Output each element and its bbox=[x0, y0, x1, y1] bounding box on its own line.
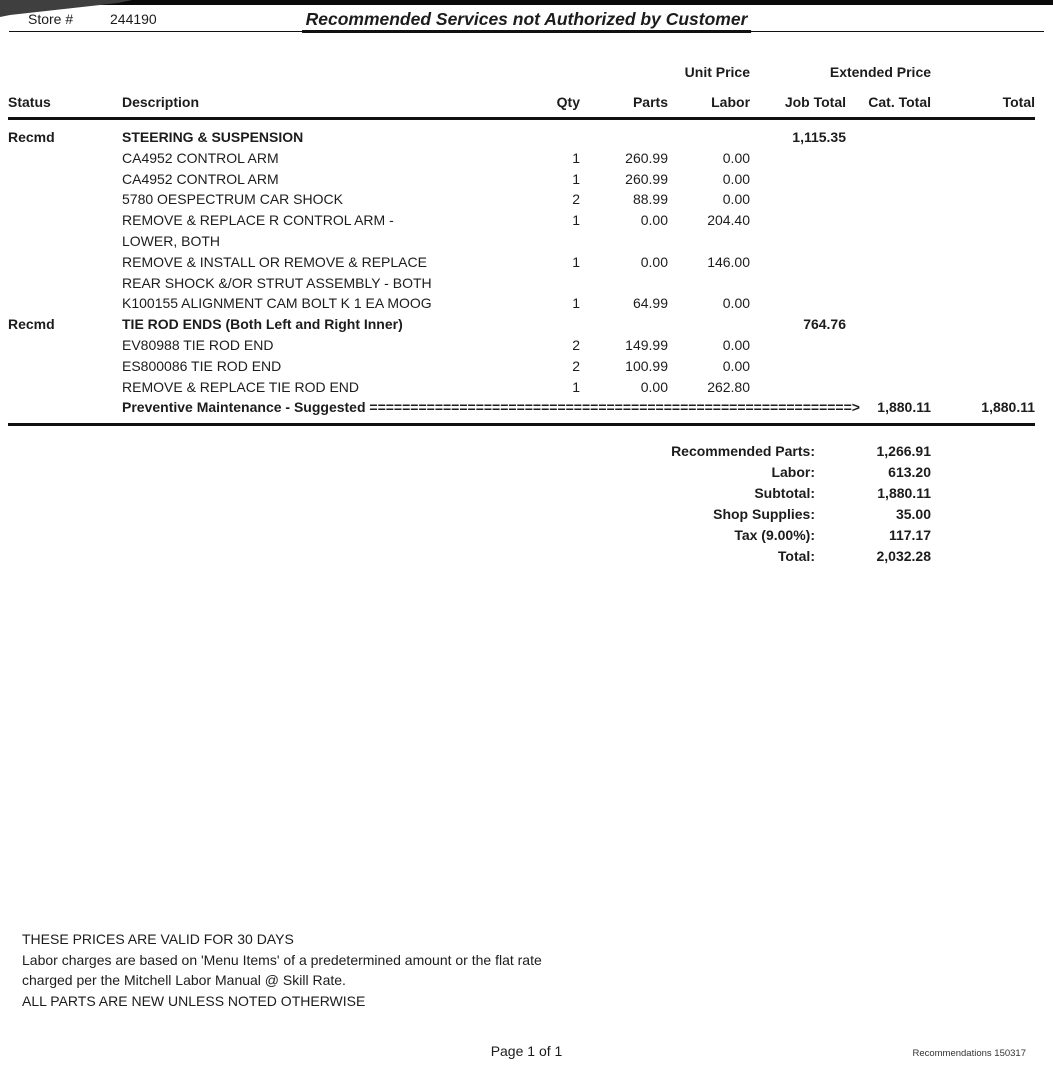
description-line: TIE ROD ENDS (Both Left and Right Inner) bbox=[122, 316, 403, 333]
description-cell bbox=[122, 119, 512, 148]
labor-cell: 146.00 bbox=[707, 253, 751, 270]
totals-value: 613.20 bbox=[888, 464, 931, 481]
description-line: CA4952 CONTROL ARM bbox=[122, 149, 279, 166]
totals-row bbox=[8, 483, 931, 504]
status-cell: Recmd bbox=[8, 129, 55, 145]
total-cell bbox=[931, 335, 1035, 356]
status-cell bbox=[8, 397, 122, 424]
parts-cell: 0.00 bbox=[640, 212, 668, 229]
column-header-parts: Parts bbox=[632, 94, 668, 110]
description-line: EV80988 TIE ROD END bbox=[122, 336, 274, 353]
column-header-cat-total: Cat. Total bbox=[868, 94, 932, 110]
terms-line: ALL PARTS ARE NEW UNLESS NOTED OTHERWISE bbox=[22, 993, 366, 1010]
labor-cell: 204.40 bbox=[707, 212, 751, 229]
table-row bbox=[8, 119, 1035, 148]
column-header-description: Description bbox=[122, 94, 200, 110]
cat-total-cell bbox=[846, 148, 931, 169]
store-number-value: 244190 bbox=[110, 11, 157, 27]
parts-cell: 88.99 bbox=[632, 191, 668, 208]
column-header-total: Total bbox=[1002, 94, 1036, 110]
table-row bbox=[8, 148, 1035, 169]
labor-cell: 262.80 bbox=[707, 378, 751, 395]
store-number-label: Store # bbox=[28, 11, 74, 27]
job-total-cell bbox=[750, 377, 846, 398]
cat-total-cell bbox=[846, 169, 931, 190]
totals-value: 35.00 bbox=[895, 506, 931, 523]
cat-total-cell: 1,880.11 bbox=[877, 399, 932, 416]
description-cell bbox=[122, 335, 512, 356]
job-total-cell bbox=[750, 356, 846, 377]
cat-total-cell bbox=[846, 119, 931, 148]
totals-row bbox=[8, 546, 931, 567]
column-header-labor: Labor bbox=[711, 94, 751, 110]
job-total-cell bbox=[750, 210, 846, 252]
document-header bbox=[9, 0, 1044, 32]
cat-total-cell bbox=[846, 293, 931, 314]
parts-cell: 64.99 bbox=[632, 295, 668, 312]
description-line: REAR SHOCK &/OR STRUT ASSEMBLY - BOTH bbox=[122, 274, 432, 291]
labor-cell: 0.00 bbox=[722, 170, 751, 187]
qty-cell: 1 bbox=[572, 295, 580, 312]
description-cell bbox=[122, 189, 512, 210]
description-line: CA4952 CONTROL ARM bbox=[122, 170, 279, 187]
totals-label: Recommended Parts: bbox=[671, 443, 815, 460]
total-cell bbox=[931, 119, 1035, 148]
totals-value: 1,266.91 bbox=[876, 443, 931, 460]
unit-price-group-header: Unit Price bbox=[684, 64, 751, 80]
qty-cell: 1 bbox=[572, 149, 580, 166]
labor-cell: 0.00 bbox=[722, 295, 751, 312]
qty-cell: 1 bbox=[572, 212, 580, 229]
group-header-row bbox=[8, 58, 1035, 80]
labor-cell: 0.00 bbox=[722, 149, 751, 166]
table-row bbox=[8, 314, 1035, 335]
status-cell bbox=[8, 169, 122, 190]
report-reference: Recommendations 150317 bbox=[912, 1048, 1026, 1059]
status-cell: Recmd bbox=[8, 316, 55, 333]
qty-cell: 1 bbox=[572, 378, 580, 395]
total-cell bbox=[931, 293, 1035, 314]
description-cell bbox=[122, 169, 512, 190]
parts-cell: 0.00 bbox=[640, 378, 668, 395]
job-total-cell: 1,115.35 bbox=[792, 129, 847, 145]
description-line: REMOVE & REPLACE R CONTROL ARM - bbox=[122, 212, 394, 229]
cat-total-cell bbox=[846, 314, 931, 335]
totals-value: 2,032.28 bbox=[876, 548, 931, 565]
table-row bbox=[8, 377, 1035, 398]
parts-cell: 100.99 bbox=[625, 357, 668, 374]
job-total-cell: 764.76 bbox=[803, 316, 847, 333]
job-total-cell bbox=[750, 169, 846, 190]
totals-label: Labor: bbox=[771, 464, 815, 481]
description-cell bbox=[122, 293, 512, 314]
total-cell bbox=[931, 377, 1035, 398]
terms-line: Labor charges are based on 'Menu Items' of a predetermined amount or the flat rate bbox=[22, 951, 542, 968]
qty-cell: 1 bbox=[572, 253, 580, 270]
status-cell bbox=[8, 189, 122, 210]
description-line: REMOVE & REPLACE TIE ROD END bbox=[122, 378, 360, 395]
job-total-cell bbox=[750, 252, 846, 294]
column-header-job-total: Job Total bbox=[784, 94, 847, 110]
labor-cell: 0.00 bbox=[722, 336, 751, 353]
total-cell bbox=[931, 314, 1035, 335]
extended-price-group-header: Extended Price bbox=[829, 64, 932, 80]
totals-row bbox=[8, 441, 931, 462]
column-header-status: Status bbox=[8, 94, 51, 110]
qty-cell: 2 bbox=[572, 191, 580, 208]
parts-cell: 0.00 bbox=[640, 253, 668, 270]
status-cell bbox=[8, 210, 122, 252]
cat-total-cell bbox=[846, 189, 931, 210]
totals-section bbox=[8, 441, 931, 567]
description-cell: Preventive Maintenance - Suggested ===========================================================> bbox=[122, 399, 860, 416]
group-header-spacer bbox=[8, 58, 580, 80]
labor-cell bbox=[668, 119, 750, 148]
table-row bbox=[8, 169, 1035, 190]
labor-cell bbox=[668, 314, 750, 335]
job-total-cell bbox=[750, 148, 846, 169]
total-cell bbox=[931, 148, 1035, 169]
cat-total-cell bbox=[846, 377, 931, 398]
status-cell bbox=[8, 293, 122, 314]
parts-cell bbox=[580, 119, 668, 148]
total-cell bbox=[931, 210, 1035, 252]
status-cell bbox=[8, 148, 122, 169]
description-cell bbox=[122, 314, 512, 335]
group-header-spacer bbox=[931, 58, 1035, 80]
totals-value: 1,880.11 bbox=[877, 485, 931, 502]
parts-cell: 149.99 bbox=[625, 336, 668, 353]
status-cell bbox=[8, 252, 122, 294]
total-cell bbox=[931, 169, 1035, 190]
table-row bbox=[8, 397, 1035, 424]
description-cell bbox=[122, 356, 512, 377]
page-number: Page 1 of 1 bbox=[490, 1043, 563, 1059]
table-row bbox=[8, 356, 1035, 377]
description-line: STEERING & SUSPENSION bbox=[122, 129, 304, 145]
qty-cell: 1 bbox=[572, 170, 580, 187]
status-cell bbox=[8, 335, 122, 356]
description-cell bbox=[122, 377, 512, 398]
table-row bbox=[8, 293, 1035, 314]
total-cell bbox=[931, 189, 1035, 210]
parts-cell bbox=[580, 314, 668, 335]
total-cell bbox=[931, 252, 1035, 294]
job-total-cell bbox=[750, 293, 846, 314]
terms-line: THESE PRICES ARE VALID FOR 30 DAYS bbox=[22, 931, 294, 947]
parts-cell: 260.99 bbox=[625, 170, 668, 187]
description-cell bbox=[122, 210, 512, 252]
qty-cell bbox=[512, 119, 580, 148]
table-row bbox=[8, 252, 1035, 294]
job-total-cell bbox=[750, 189, 846, 210]
cat-total-cell bbox=[846, 335, 931, 356]
description-line: K100155 ALIGNMENT CAM BOLT K 1 EA MOOG bbox=[122, 295, 432, 312]
status-cell bbox=[8, 377, 122, 398]
table-row bbox=[8, 189, 1035, 210]
services-table bbox=[8, 58, 1035, 426]
description-line: ES800086 TIE ROD END bbox=[122, 357, 282, 374]
parts-cell: 260.99 bbox=[625, 149, 668, 166]
totals-row bbox=[8, 525, 931, 546]
total-cell bbox=[931, 356, 1035, 377]
totals-label: Shop Supplies: bbox=[713, 506, 815, 523]
status-cell bbox=[8, 356, 122, 377]
totals-label: Tax (9.00%): bbox=[734, 527, 815, 544]
services-table-body bbox=[8, 119, 1035, 425]
totals-value: 117.17 bbox=[888, 527, 931, 544]
description-line: 5780 OESPECTRUM CAR SHOCK bbox=[122, 191, 343, 208]
table-row bbox=[8, 335, 1035, 356]
table-row bbox=[8, 210, 1035, 252]
description-cell bbox=[122, 252, 512, 294]
column-header-row bbox=[8, 80, 1035, 119]
labor-cell: 0.00 bbox=[722, 191, 751, 208]
description-cell bbox=[122, 148, 512, 169]
totals-label: Total: bbox=[777, 548, 815, 565]
description-line: LOWER, BOTH bbox=[122, 232, 221, 249]
terms-line: charged per the Mitchell Labor Manual @ Skill Rate. bbox=[22, 972, 346, 989]
terms-text bbox=[22, 929, 542, 1012]
job-total-cell bbox=[750, 335, 846, 356]
total-cell: 1,880.11 bbox=[981, 399, 1036, 416]
cat-total-cell bbox=[846, 252, 931, 294]
qty-cell: 2 bbox=[572, 357, 580, 374]
qty-cell: 2 bbox=[572, 336, 580, 353]
cat-total-cell bbox=[846, 210, 931, 252]
totals-row bbox=[8, 462, 931, 483]
labor-cell: 0.00 bbox=[722, 357, 751, 374]
services-table-header bbox=[8, 58, 1035, 119]
qty-cell bbox=[512, 314, 580, 335]
page-title: Recommended Services not Authorized by Customer bbox=[302, 9, 752, 33]
totals-row bbox=[8, 504, 931, 525]
column-header-qty: Qty bbox=[556, 94, 580, 110]
description-line: REMOVE & INSTALL OR REMOVE & REPLACE bbox=[122, 253, 427, 270]
cat-total-cell bbox=[846, 356, 931, 377]
totals-label: Subtotal: bbox=[754, 485, 815, 502]
